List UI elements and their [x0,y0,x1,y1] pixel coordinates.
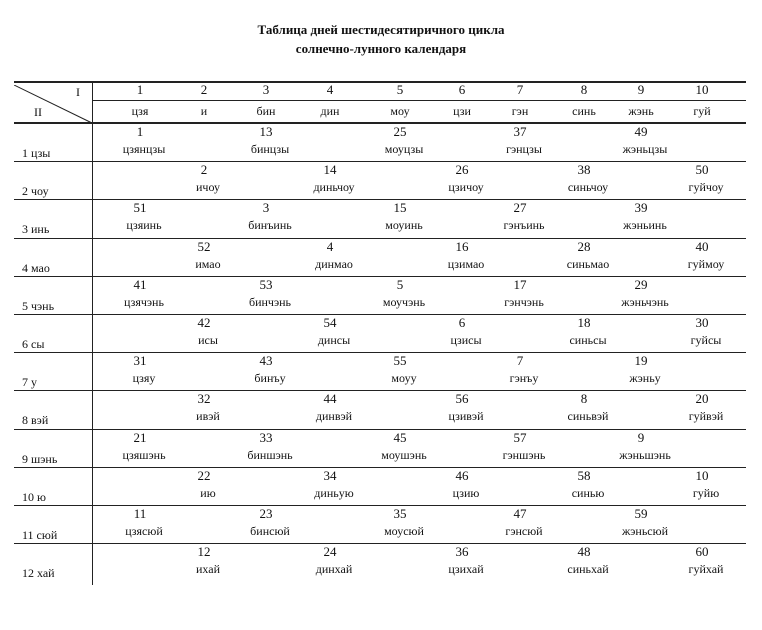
cell-day-name: динхай [315,562,353,577]
cell-day-number: 31 [133,353,147,369]
cell-day-number: 4 [326,238,334,254]
cell-day-number: 8 [580,391,588,407]
cell-day-number: 53 [259,276,273,292]
cell-day-name: гэнъинь [503,218,545,233]
row-label: 1 цзы [22,146,51,160]
cell-day-number: 56 [455,391,469,407]
cell-day-number: 10 [695,467,709,483]
cell-day-number: 54 [323,315,337,330]
cell-day-number: 7 [516,353,524,369]
cell-day-name: диньчоу [313,180,355,195]
cell-day-number: 47 [513,506,527,521]
row-label: 11 сюй [22,528,58,542]
cell-day-number: 48 [577,544,591,560]
row-label: 2 чоу [22,184,49,199]
cell-day-number: 25 [393,124,407,139]
cell-day-name: цзивэй [448,409,484,424]
cell-day-name: бинцзы [250,142,290,156]
cell-day-number: 39 [634,200,648,216]
cell-day-name: ивэй [196,409,220,424]
cell-day-name: цзяшэнь [122,447,166,462]
row-label: 7 у [22,375,37,390]
cell-day-name: ичоу [196,180,220,195]
column-header-number: 9 [637,82,645,97]
cell-day-number: 24 [323,544,337,560]
row-label: 10 ю [22,489,46,504]
column-header-name: моу [390,104,410,118]
cell-day-name: синьхай [567,562,609,577]
cell-day-name: гэншэнь [502,447,546,462]
cell-day-number: 17 [513,276,527,292]
cell-day-number: 14 [323,162,337,178]
column-header-number: 5 [396,82,404,97]
cell-day-name: синьсы [569,333,607,347]
cell-day-name: гуймоу [687,256,725,271]
cell-day-name: синьчоу [567,180,609,195]
cell-day-number: 11 [133,506,147,521]
cell-day-number: 34 [323,467,337,483]
cell-day-number: 22 [197,467,211,483]
column-header-name: дин [320,104,340,118]
cell-day-name: гуйвэй [688,409,724,424]
cell-day-name: жэньчэнь [621,294,669,309]
column-header-number: 1 [136,82,144,97]
cell-day-number: 29 [634,276,648,292]
cell-day-name: гуйхай [688,562,724,577]
cell-day-name: цзию [452,485,480,500]
cell-day-number: 21 [133,429,147,445]
row-label: 4 мао [22,260,50,275]
cell-day-name: биншэнь [247,447,293,462]
cell-day-name: бинчэнь [248,294,292,309]
cell-day-number: 12 [197,544,211,560]
row-divider [14,161,746,162]
cell-day-name: моушэнь [381,447,427,462]
corner-label-top: I [76,85,80,99]
row-label: 9 шэнь [22,451,58,466]
cell-day-name: имао [195,256,221,271]
cell-day-name: моусюй [384,524,424,538]
cell-day-name: цзихай [448,562,484,577]
cell-day-number: 6 [458,315,466,330]
cell-day-number: 38 [577,162,591,178]
table-title-line-2: солнечно-лунного календаря [295,41,467,56]
cell-day-name: цзимао [447,256,485,271]
corner-diagonal [14,85,94,127]
cell-day-number: 35 [393,506,407,521]
cell-day-number: 27 [513,200,527,216]
cell-day-name: динмао [315,256,353,271]
cell-day-number: 44 [323,391,337,407]
cell-day-name: моуинь [385,218,423,233]
cell-day-number: 41 [133,276,147,292]
cell-day-name: цзяинь [126,218,162,233]
column-header-name: бин [256,104,276,118]
header-top-rule [14,81,746,83]
cell-day-number: 42 [197,315,211,330]
cell-day-name: гуйсы [690,333,722,347]
cell-day-number: 26 [455,162,469,178]
row-divider [14,467,746,468]
cell-day-number: 52 [197,238,211,254]
cell-day-number: 28 [577,238,591,254]
cell-day-number: 18 [577,315,591,330]
table-title-line-1: Таблица дней шестидесятиричного цикла [257,22,505,37]
cell-day-name: синью [571,485,605,500]
cell-day-number: 43 [259,353,273,369]
cell-day-name: цзясюй [125,524,163,538]
column-header-number: 10 [695,82,709,97]
cell-day-name: бинъинь [248,218,292,233]
column-header-number: 8 [580,82,588,97]
cell-day-number: 1 [136,124,144,139]
cell-day-number: 60 [695,544,709,560]
cell-day-number: 2 [200,162,208,178]
cell-day-name: моуу [391,371,417,386]
cell-day-name: жэньу [629,371,661,386]
cell-day-number: 19 [634,353,648,369]
row-divider [14,543,746,544]
cell-day-name: бинсюй [250,524,290,538]
cell-day-number: 36 [455,544,469,560]
column-header-name: цзя [131,104,149,118]
column-header-number: 3 [262,82,270,97]
row-label: 8 вэй [22,413,49,428]
cell-day-name: ихай [195,562,221,577]
cell-day-number: 46 [455,467,469,483]
column-header-name: жэнь [628,104,654,118]
column-header-name: цзи [453,104,471,118]
cell-day-number: 20 [695,391,709,407]
cell-day-name: цзисы [450,333,482,347]
cell-day-name: синьвэй [567,409,609,424]
row-label: 6 сы [22,337,45,351]
cell-day-number: 16 [455,238,469,254]
cell-day-number: 59 [634,506,648,521]
cell-day-name: гэнсюй [505,524,543,538]
row-label: 12 хай [22,566,55,581]
column-header-name: синь [572,104,596,118]
cell-day-name: гэнъу [509,371,539,386]
cell-day-number: 49 [634,124,648,139]
cell-day-name: моучэнь [382,294,426,309]
cell-day-name: диньую [314,485,354,500]
cell-day-number: 45 [393,429,407,445]
cell-day-number: 33 [259,429,273,445]
cell-day-name: динвэй [315,409,353,424]
cell-day-name: ию [200,485,216,500]
column-header-number: 6 [458,82,466,97]
cell-day-name: цзянцзы [122,142,166,156]
cell-day-number: 9 [637,429,645,445]
header-mid-rule [92,100,746,101]
cell-day-number: 5 [396,276,404,292]
row-divider [14,238,746,239]
cell-day-number: 15 [393,200,407,216]
cell-day-number: 58 [577,467,591,483]
cell-day-name: динсы [317,333,351,347]
cell-day-name: моуцзы [384,142,424,156]
cell-day-name: жэньцзы [622,142,668,156]
row-divider [14,314,746,315]
cell-day-number: 23 [259,506,273,521]
cell-day-name: гэнчэнь [504,294,544,309]
corner-label-bottom: II [34,105,42,119]
cell-day-name: синьмао [566,256,610,271]
cell-day-number: 57 [513,429,527,445]
column-header-number: 7 [516,82,524,97]
cell-day-name: цзячэнь [124,294,164,309]
cell-day-name: гуйю [692,485,720,500]
row-label: 5 чэнь [22,298,55,313]
column-header-name: и [200,104,208,118]
cell-day-number: 51 [133,200,147,216]
cell-day-name: гэнцзы [506,142,542,156]
row-divider [14,429,746,430]
cell-day-name: жэньсюй [621,524,669,538]
cell-day-name: жэньинь [623,218,667,233]
cell-day-name: цзяу [132,371,156,386]
cell-day-number: 30 [695,315,709,330]
cell-day-name: бинъу [254,371,286,386]
cell-day-number: 13 [259,124,273,139]
cell-day-name: исы [198,333,218,347]
cell-day-number: 40 [695,238,709,254]
cell-day-number: 32 [197,391,211,407]
column-header-name: гуй [693,104,711,118]
column-header-number: 4 [326,82,334,97]
cell-day-name: жэньшэнь [619,447,671,462]
column-divider [92,81,93,585]
cell-day-number: 3 [262,200,270,216]
cell-day-number: 37 [513,124,527,139]
column-header-number: 2 [200,82,208,97]
row-label: 3 инь [22,222,50,237]
row-divider [14,390,746,391]
column-header-name: гэн [511,104,529,118]
cell-day-number: 50 [695,162,709,178]
cell-day-number: 55 [393,353,407,369]
cell-day-name: гуйчоу [688,180,724,195]
cell-day-name: цзичоу [448,180,484,195]
